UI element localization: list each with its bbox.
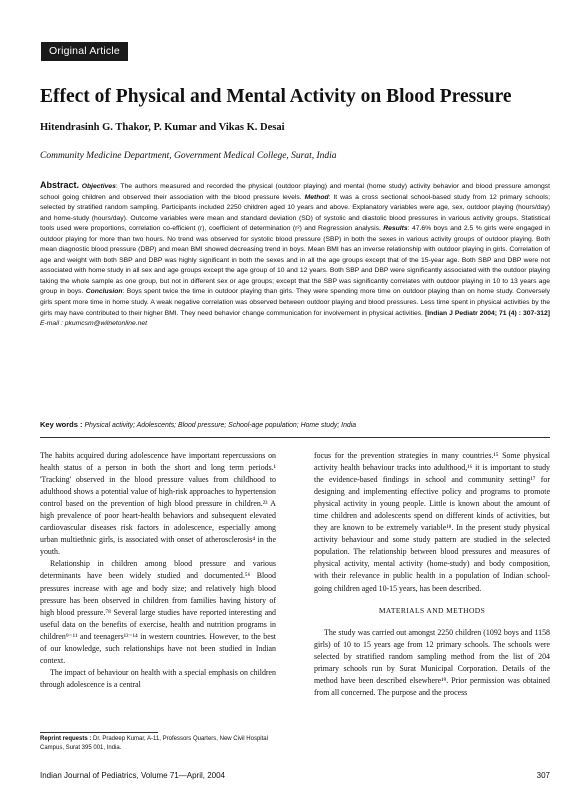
right-column bbox=[314, 450, 550, 699]
affiliation: Community Medicine Department, Government Medical College, Surat, India bbox=[40, 151, 337, 161]
article-type-tag: Original Article bbox=[41, 42, 128, 61]
paragraph: The habits acquired during adolescence have important repercussions on health status of a person in both the short and long term periods.¹ 'Tracking' observed in the blood pressure values from childhood to adulthood shows a potential value of high-risk approaches to hypertension control based on the prevention of high blood pressure in children.²³ A high prevalence of poor heart-health behaviors and subsequent elevated cardiovascular diseases risk factors in adolescence, especially among urban multiethnic girls, is associated with onset of atherosclerosis⁴ in the youth. bbox=[40, 451, 276, 557]
paragraph: focus for the prevention strategies in many countries.¹⁵ Some physical activity health behaviour tracks into adulthood,¹⁶ it is important to study the evidence-based findings in school and community setting¹⁷ for designing and implementing effective policy and programs to promote physical activity in young people. Little is known about the amount of time children and adolescents spend on different kinds of activities, but they are known to be extremely variable¹⁸. In the present study physical activity behaviour and some study pattern are studied in the selected population. The relationship between blood pressures and measures of physical activity, mental activity (home-study) and body composition, with their relevance in public health in a population of Indian school-going children aged 10-15 years, has been described. bbox=[314, 451, 550, 593]
footnote-text: Dr. Pradeep Kumar, A-11, Professors Quarters, New Civil Hospital Campus, Surat 395 001, India. bbox=[40, 736, 268, 751]
page-number: 307 bbox=[536, 771, 550, 780]
keywords-text: Physical activity; Adolescents; Blood pressure; School-age population; Home study; India bbox=[84, 422, 357, 429]
citation: [Indian J Pediatr 2004; 71 (4) : 307-312] bbox=[425, 309, 550, 317]
paragraph: Relationship in children among blood pressure and various determinants have been widely studied and documented.⁵⁶ Blood pressures increase with age and body size; and relatively high blood pressure has been observed in children from families having history of high blood pressure.⁷⁸ Several large studies have reported interesting and useful data on the benefits of exercise, health and nutrition programs in children⁹⁻¹¹ and teenagers¹²⁻¹⁴ in western countries. However, to the best of our knowledge, such relationships have not been studied in Indian context. bbox=[40, 559, 276, 665]
article-title: Effect of Physical and Mental Activity on Blood Pressure bbox=[40, 86, 512, 107]
abstract-heading: Abstract. bbox=[40, 180, 80, 190]
method-label: Method bbox=[304, 193, 329, 201]
footnote-divider bbox=[40, 732, 158, 733]
keywords-divider bbox=[40, 437, 550, 438]
journal-footer: Indian Journal of Pediatrics, Volume 71—April, 2004 bbox=[40, 771, 225, 780]
abstract bbox=[40, 180, 550, 330]
conclusion-label: Conclusion bbox=[85, 288, 123, 296]
reprint-footnote bbox=[40, 735, 276, 753]
method-text: : It was a cross sectional school-based study from 12 primary schools; selected by stratified random sampling. Participants included 2250 children aged 10 years and above. Explanatory variables were age, sex, outdoor playing (hours/day) and home-study (hours/day). Outcome variables were mean and standard deviation (SD) of systolic and diastolic blood pressures in various activity groups. Statistical tools used were proportions, correlation co-efficient (r), coefficient of determination (r²) and Regression analysis. bbox=[40, 193, 550, 233]
left-column bbox=[40, 450, 276, 691]
results-text: : 47.6% boys and 2.5 % girls were engaged in outdoor playing for more than two hours. No trend was observed for systolic blood pressure (SBP) in both the sexes in various activity groups of outdoor playing. Both mean diagnostic blood pressure (DBP) and mean BMI showed decreasing trend in boys. Mean BMI has an inverse relationship with outdoor playing in girls. Correlation of age and weight with both SBP and DBP was highly significant in both the sexes and in all the age groups except that of the 15-year age. Both SBP and DBP were not associated with home study in all sex and age groups except the age group of 10 and 12 years. Both SBP and DBP were significantly associated with the outdoor playing taking the whole sample as one group, but not in different sex or age groups; except that the SBP was significantly correlates with outdoor playing in 10 to 13 years age group in boys. bbox=[40, 225, 550, 296]
keywords-label: Key words : bbox=[40, 420, 83, 429]
email-link[interactable]: E-mail : pkumcsm@wilnetonline.net bbox=[40, 320, 148, 328]
objectives-text: : The authors measured and recorded the physical (outdoor playing) and mental (home study) activity behavior and blood pressure amongst school going children and observed their association with the blood pressure levels. bbox=[40, 183, 550, 201]
objectives-label: Objectives bbox=[81, 183, 116, 190]
paragraph: The impact of behaviour on health with a special emphasis on children through adolescence is a central bbox=[40, 667, 276, 689]
conclusion-text: : Boys spent twice the time in outdoor playing than girls. They were spending more time on outdoor playing than on home study. Conversely girls spent more time in home study. A weak negative correlation was observed between outdoor playing and blood pressures. Less time spent in physical activities by the girls may have contributed to their higher BMI. They need behavior change communication for involvement in physical activities. bbox=[40, 288, 550, 317]
footnote-label: Reprint requests : bbox=[40, 736, 92, 742]
section-heading: MATERIALS AND METHODS bbox=[378, 605, 486, 615]
keywords bbox=[40, 420, 550, 429]
authors: Hitendrasinh G. Thakor, P. Kumar and Vikas K. Desai bbox=[40, 122, 285, 133]
paragraph: The study was carried out amongst 2250 children (1092 boys and 1158 girls) of 10 to 15 years age from 12 primary schools. The schools were selected by stratified random sampling method from the list of 204 primary schools run by Surat Municipal Corporation. Details of the method have been described elsewhere¹⁹. Prior permission was obtained from all concerned. The purpose and the process bbox=[314, 627, 550, 697]
results-label: Results bbox=[383, 225, 408, 233]
